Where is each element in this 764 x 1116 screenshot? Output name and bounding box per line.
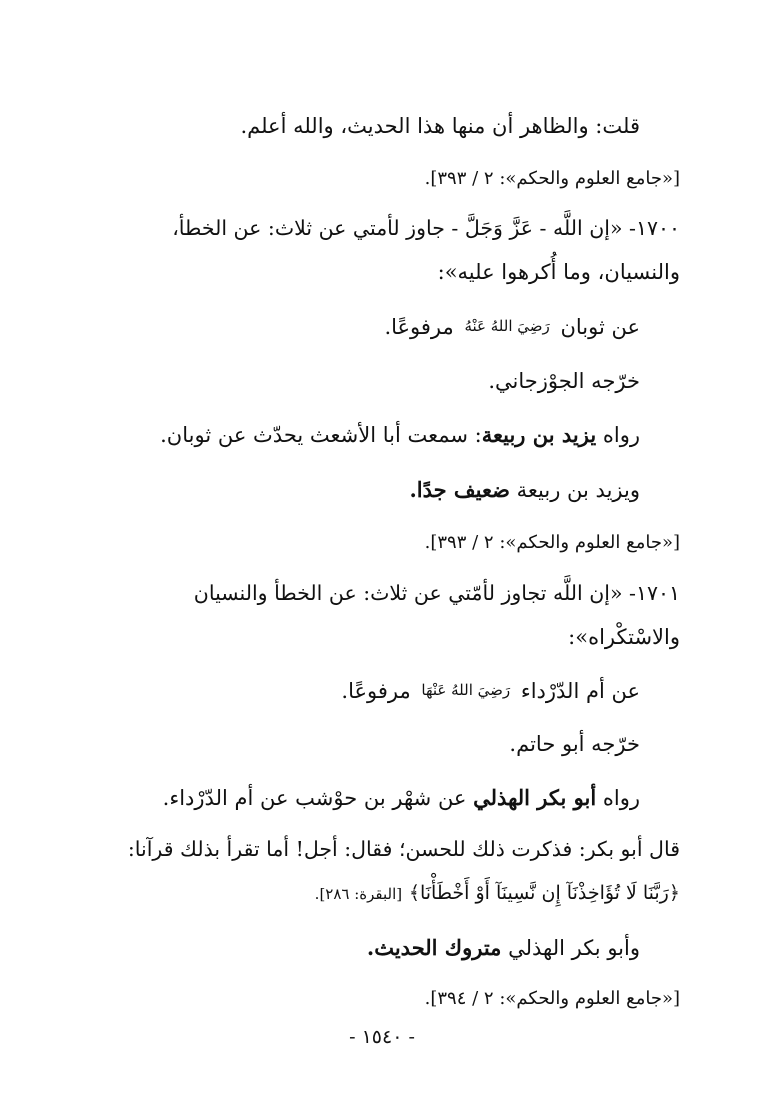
- hadith-heading-continued: والاسْتكْراه»:: [568, 625, 680, 649]
- text-line: [341, 670, 640, 710]
- source-citation: [«جامع العلوم والحكم»: ٢ / ٣٩٤].: [424, 988, 680, 1009]
- quran-reference: [البقرة: ٢٨٦].: [314, 885, 403, 903]
- page-number: - ١٥٤٠ -: [349, 1026, 415, 1048]
- text-fragment: : سمعت أبا الأشعث يحدّث عن ثوبان.: [160, 423, 482, 447]
- narrator-text: عن ثوبان: [560, 315, 640, 339]
- hadith-heading: ١٧٠١- «إن اللَّه تجاوز لأمّتي عن ثلاث: عن الخطأ والنسيان: [193, 581, 680, 605]
- hadith-heading: ١٧٠٠- «إن اللَّه - عَزَّ وَجَلَّ - جاوز لأمتي عن ثلاث: عن الخطأ،: [172, 216, 680, 240]
- text-line: [367, 928, 640, 968]
- text-line: خرّجه الجوْزجاني.: [488, 369, 640, 393]
- text-line: قال أبو بكر: فذكرت ذلك للحسن؛ فقال: أجل! أما تقرأ بذلك قرآنا:: [127, 837, 680, 861]
- source-citation: [«جامع العلوم والحكم»: ٢ / ٣٩٣].: [424, 532, 680, 553]
- quran-verse: ﴿رَبَّنَا لَا تُؤَاخِذْنَآ إِن نَّسِينَآ أَوْ أَخْطَأْنَا﴾: [408, 882, 680, 904]
- text-line: [160, 415, 640, 455]
- source-citation: [«جامع العلوم والحكم»: ٢ / ٣٩٣].: [424, 168, 680, 189]
- text-fragment: وأبو بكر الهذلي: [508, 936, 640, 960]
- text-fragment: رواه: [602, 423, 640, 447]
- text-fragment: ويزيد بن ربيعة: [516, 478, 640, 502]
- text-line: خرّجه أبو حاتم.: [509, 732, 640, 756]
- narrator-text: عن أم الدّرْداء: [520, 679, 640, 703]
- text-fragment: مرفوعًا.: [384, 315, 454, 339]
- bold-grading: ضعيف جدًا.: [409, 477, 510, 502]
- hadith-heading-continued: والنسيان، وما أُكرهوا عليه»:: [437, 260, 680, 284]
- text-fragment: رواه: [602, 786, 640, 810]
- text-line: [409, 470, 640, 510]
- quran-verse-line: [315, 872, 680, 912]
- honorific-glyph: رَضِيَ اللهُ عَنْهَا: [421, 681, 511, 699]
- bold-narrator: يزيد بن ربيعة: [481, 422, 597, 447]
- bold-grading: متروك الحديث.: [366, 935, 502, 960]
- text-line: قلت: والظاهر أن منها هذا الحديث، والله أعلم.: [240, 114, 640, 138]
- text-fragment: مرفوعًا.: [341, 679, 411, 703]
- text-fragment: عن شهْر بن حوْشب عن أم الدّرْداء.: [162, 786, 467, 810]
- honorific-glyph: رَضِيَ اللهُ عَنْهُ: [464, 317, 550, 335]
- text-line: [384, 306, 640, 346]
- bold-narrator: أبو بكر الهذلي: [473, 785, 597, 810]
- text-line: [163, 778, 640, 818]
